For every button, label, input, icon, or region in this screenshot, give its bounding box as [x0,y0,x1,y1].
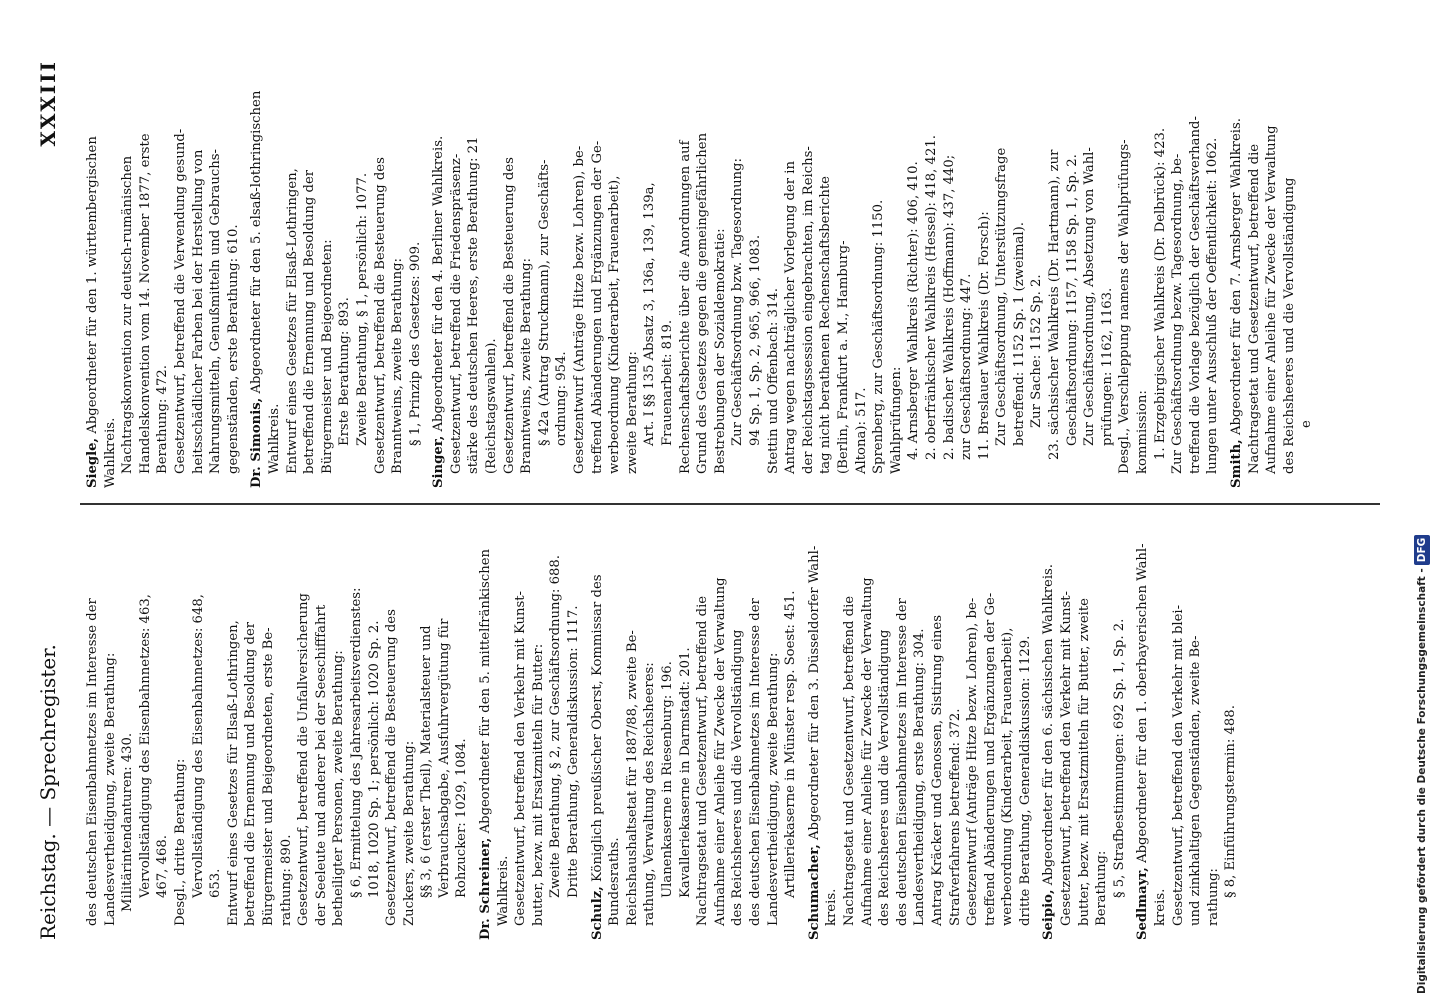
entry-heading-line [1134,520,1152,940]
entry-line: Bestrebungen der Sozialdemokratie: [712,228,728,474]
entry-line: § 42a (Antrag Struckmann), zur Geschäfts- [536,159,552,446]
entry-heading-line [84,68,119,488]
entry-line: Gesetzentwurf, betreffend die Verwendung gesund- [172,128,188,474]
entry-line: Landesvertheidigung, zweite Berathung: [765,652,781,926]
entry-line: tag nicht berathenen Rechenschaftsberichte [818,176,834,474]
entry-line: des Reichsheeres und die Vervollständigung [730,629,746,926]
page-header [36,60,66,940]
speaker-name: Siegle, [85,437,100,488]
entry-line: 1018, 1020 Sp. 1; persönlich: 1020 Sp. 2. [366,620,382,898]
entry-heading-line [806,520,824,940]
entry-line: Zweite Berathung, § 2, zur Geschäftsordnung: 688. [548,555,564,898]
speaker-description: Abgeordneter für den 1. oberbayerischen Wahl- [1135,543,1151,868]
entry-line: betreffend die Ernennung und Besoldung der [243,621,259,926]
entry-line: Zur Geschäftsordnung, Unterstützungsfrage [994,147,1010,446]
entry-line: gegenständen, erste Berathung: 610. [225,224,241,474]
speaker-name: Sedlmayr, [1135,867,1151,940]
entry-line: kommission: [1135,390,1151,474]
page-number: XXXIII [36,60,60,147]
register-entry [477,520,583,940]
entry-line: Gesetzentwurf, betreffend die Besteuerung des [501,157,517,474]
speaker-description: Abgeordneter für den 5. elsaß-lothringischen [249,90,265,398]
entry-line: Wahlkreis. [266,403,282,474]
register-entry [806,520,1035,940]
entry-line: des deutschen Eisenbahnnetzes im Interesse der [747,598,763,926]
entry-line: 11. Breslauer Wahlkreis (Dr. Forsch): [976,211,992,460]
entry-line: Branntweins, zweite Berathung: [390,258,406,474]
entry-line: Nachtragsetat und Gesetzentwurf, betreffend die [695,595,711,926]
speaker-name: Schumacher, [806,844,822,940]
entry-line: der Reichstagssession eingebrachten, im Reichs- [800,146,816,474]
speaker-name: Dr. Schreiner, [478,837,494,940]
entry-line: 1. Erzgebirgischer Wahlkreis (Dr. Delbrück): 423. [1152,127,1168,460]
entry-line: Bürgermeister und Beigeordneten, erste Be- [260,627,276,926]
entry-line: kreis. [824,888,840,926]
entry-line: Gesetzentwurf (Anträge Hitze bezw. Lohren), be- [965,597,981,926]
speaker-description: Königlich preußischer Oberst, Kommissar des [589,574,605,887]
speaker-description: Abgeordneter für den 7. Arnsberger Wahlkreis. [1229,118,1244,440]
entry-line: betreffend: 1152 Sp. 1 (zweimal). [1011,222,1027,446]
entry-line: Vervollständigung des Eisenbahnnetzes: 463, [137,594,153,898]
entry-line: rathung: [1205,868,1221,926]
entry-line: Berathung: 472. [155,365,171,474]
register-entry [84,68,242,488]
entry-line: der Seeleute und anderer bei der Seeschifffahrt [313,604,329,926]
entry-line: Bürgermeister und Beigeordneten: [319,239,335,474]
entry-line: Verbrauchsabgabe, Ausfuhrvergütung für [436,618,452,898]
register-entry [84,520,471,940]
entry-line: des deutschen Eisenbahnnetzes im Interesse der [894,598,910,926]
entry-line: § 1, Prinzip des Gesetzes: 909. [407,241,423,446]
speaker-description: Abgeordneter für den 4. Berliner Wahlkreis. [431,135,447,436]
entry-line: des deutschen Eisenbahnnetzes im Interesse der [85,598,100,926]
entry-line: des Reichsheeres und die Vervollständigung [1281,177,1297,474]
speaker-name: Schulz, [589,886,605,940]
entry-line: Landesvertheidigung, zweite Berathung: [102,652,118,926]
entry-line: Vervollständigung des Eisenbahnnetzes: 648, [190,594,206,898]
entry-line: kreis. [1153,888,1169,926]
entry-line: Militärintendanturen: 430. [120,732,136,912]
register-entry [430,68,1222,488]
entry-line: Nahrungsmitteln, Genußmitteln und Gebrauchs- [208,149,224,474]
register-entry [589,520,800,940]
running-title: Reichstag. — Sprechregister. [36,644,60,940]
entry-line: lungen unter Ausschluß der Oeffentlichkeit: 1062. [1205,137,1221,474]
left-column [84,520,1404,940]
entry-line: Handelskonvention vom 14. November 1877, erste [137,133,153,474]
entry-line: Gesetzentwurf, betreffend die Unfallversicherung [296,593,312,926]
entry-line: Branntweins, zweite Berathung: [519,258,535,474]
entry-line: Landesvertheidigung, erste Berathung: 304. [912,628,928,926]
entry-line: Frauenarbeit: 819. [660,319,675,446]
entry-line: Berathung: [1094,850,1110,926]
entry-line: Rohzucker: 1029, 1084. [454,738,470,898]
entry-line: §§ 3, 6 (erster Theil), Materialsteuer und [419,625,435,898]
entry-line: Antrag wegen nachträglicher Vorlegung der in [783,161,799,474]
entry-line: Gesetzentwurf, betreffend die Besteuerung des [384,609,400,926]
column-divider [80,503,1380,505]
register-entry [1228,68,1316,488]
entry-heading-line [477,520,495,940]
entry-heading-line [248,68,266,488]
register-entry [248,68,424,488]
entry-line: Zur Geschäftsordnung, Absetzung von Wahl- [1082,147,1098,446]
entry-line: prüfungen: 1162, 1163. [1099,287,1115,446]
entry-line: Strafverfahrens betreffend: 372. [947,708,963,926]
digitization-note [1414,6,1430,994]
entry-line: Erste Berathung: 893. [337,297,353,446]
entry-line: Antrag Kräcker und Genossen, Sistirung eines [929,615,945,926]
entry-line: zweite Berathung: [624,351,640,474]
speaker-description: Abgeordneter für den 1. württembergischen Wahlkreis. [85,136,118,488]
entry-line: Wahlprüfungen: [888,366,904,474]
entry-line: betheiligter Personen, zweite Berathung: [331,650,347,926]
entry-line: Desgl., dritte Berathung: [172,758,188,926]
entry-line: Reichshaushaltsetat für 1887/88, zweite Be- [624,630,640,926]
right-column [84,68,1404,488]
speaker-name: Smith, [1229,439,1244,488]
entry-line: butter, bezw. mit Ersatzmitteln für Butter, zweite [1076,598,1092,926]
entry-line: treffend Abänderungen und Ergänzungen der Ge- [982,592,998,926]
entry-line: Entwurf eines Gesetzes für Elsaß-Lothringen, [225,620,241,926]
entry-line: butter, bezw. mit Ersatzmitteln für Butter: [530,643,546,926]
entry-line: stärke des deutschen Heeres, erste Berathung: 21 [466,136,482,474]
entry-line: und zinkhaltigen Gegenständen, zweite Be- [1188,635,1204,926]
entry-line: Dritte Berathung, Generaldiskussion: 1117. [566,605,582,898]
entry-line: § 6, Ermittelung des Jahresarbeitsverdienstes: [348,587,364,898]
entry-line: Art. I §§ 135 Absatz 3, 136a, 139, 139a, [642,182,658,446]
entry-line: § 5, Strafbestimmungen: 692 Sp. 1, Sp. 2. [1111,618,1127,898]
entry-line: Rechenschaftsberichte über die Anordnungen auf [677,140,693,474]
entry-line: dritte Berathung, Generaldiskussion: 1129. [1017,635,1033,926]
entry-line: rathung, Verwaltung des Reichsheeres: [642,662,658,926]
entry-line: 94 Sp. 1, Sp. 2, 965, 966, 1083. [747,234,763,446]
entry-line: Zuckers, zweite Berathung: [401,740,417,926]
entry-line: Stettin und Offenbach: 314. [765,288,781,474]
entry-line: Sprenberg, zur Geschäftsordnung: 1150. [871,199,887,474]
entry-line: Gesetzentwurf, betreffend den Verkehr mit Kunst- [1059,590,1075,926]
entry-line: Gesetzentwurf, betreffend den Verkehr mit Kunst- [513,590,529,926]
entry-line: 2. badischer Wahlkreis (Hoffmann): 437, 440; [941,154,957,460]
entry-line: Aufnahme einer Anleihe für Zwecke der Verwaltung [712,577,728,926]
entry-line: Gesetzentwurf, betreffend den Verkehr mit blei- [1170,604,1186,926]
entry-line: heitsschädlicher Farben bei der Herstellung von [190,149,206,474]
entry-line: ordnung: 954. [554,351,570,446]
entry-line: Aufnahme einer Anleihe für Zwecke der Verwaltung [1264,125,1280,474]
register-entry [1134,520,1240,940]
entry-line: Nachtragskonvention zur deutsch-rumänischen [120,155,136,474]
entry-line: 23. sächsischer Wahlkreis (Dr. Hartmann), zur [1047,149,1063,460]
entry-heading-line [430,68,448,488]
entry-line: werbeordnung (Kinderarbeit, Frauenarbeit), [607,175,623,474]
speaker-description: Abgeordneter für den 6. sächsischen Wahlkreis. [1041,564,1057,890]
entry-line: § 8, Einführungstermin: 488. [1223,705,1239,898]
entry-line: Ulanenkaserne in Riesenburg: 196. [660,661,675,898]
entry-line: zur Geschäftsordnung: 447. [959,273,975,460]
speaker-name: Dr. Simonis, [249,397,265,488]
entry-line: Gesetzentwurf (Anträge Hitze bezw. Lohren), be- [572,145,588,474]
entry-line: treffend Abänderungen und Ergänzungen der Ge- [589,140,605,474]
entry-line: 653. [208,868,224,898]
speaker-name: Singer, [431,435,447,488]
entry-line: Gesetzentwurf, betreffend die Friedenspräsenz- [448,153,464,474]
entry-line: 4. Arnsberger Wahlkreis (Richter): 406, 410. [906,161,922,460]
entry-line: 2. oberfränkischer Wahlkreis (Hessel): 418, 421. [923,135,939,460]
speaker-name: Seipio, [1041,889,1057,940]
entry-line: rathung: 890. [278,834,294,926]
entry-line: treffend die Vorlage bezüglich der Geschäftsverhand- [1187,116,1203,474]
entry-line: Bundesraths. [607,837,623,926]
entry-line: Aufnahme einer Anleihe für Zwecke der Verwaltung [859,577,875,926]
entry-line: betreffend die Ernennung und Besoldung der [302,169,318,474]
entry-line: 467, 468. [155,835,171,898]
entry-line: des Reichsheeres und die Vervollständigung [877,629,893,926]
entry-heading-line [1040,520,1058,940]
entry-line: (Berlin, Frankfurt a. M., Hamburg- [835,240,851,474]
digitization-credit: Digitalisierung gefördert durch die Deutsche Forschungsgemeinschaft - [1416,568,1428,994]
entry-line: Geschäftsordnung: 1157, 1158 Sp. 1, Sp. 2. [1064,154,1080,446]
entry-line: Zur Geschäftsordnung bzw. Tagesordnung: [730,158,746,446]
speaker-description: Abgeordneter für den 5. mittelfränkischen [478,548,494,838]
entry-heading-line [589,520,607,940]
entry-line: e [1299,420,1315,428]
entry-line: Grund des Gesetzes gegen die gemeingefährlichen [695,132,711,474]
entry-line: Nachtragsetat und Gesetzentwurf, betreffend die [841,595,857,926]
entry-line: Zur Geschäftsordnung bezw. Tagesordnung, be- [1170,153,1186,474]
entry-line: Kavalleriekaserne in Darmstadt: 201. [677,647,693,898]
entry-line: Zweite Berathung, § 1, persönlich: 1077. [354,172,370,446]
entry-line: Altona): 517. [853,387,869,474]
entry-heading-line [1228,68,1246,488]
entry-line: Artilleriekaserne in Münster resp. Soest: 451. [783,590,799,898]
entry-line: Zur Sache: 1152 Sp. 2. [1029,274,1045,428]
entry-line: werbeordnung (Kinderarbeit, Frauenarbeit), [1000,627,1016,926]
entry-line: Nachtragsetat und Gesetzentwurf, betreffend die [1246,143,1262,474]
entry-line: (Reichstagswahlen). [484,338,500,474]
dfg-logo: DFG [1414,535,1430,566]
speaker-description: Abgeordneter für den 3. Düsseldorfer Wahl- [806,545,822,845]
entry-line: Desgl., Verschleppung namens der Wahlprüfungs- [1117,139,1133,474]
entry-line: Gesetzentwurf, betreffend die Besteuerung des [372,157,388,474]
register-entry [1040,520,1128,940]
entry-line: Wahlkreis. [495,855,511,926]
entry-line: Entwurf eines Gesetzes für Elsaß-Lothringen, [284,168,300,474]
